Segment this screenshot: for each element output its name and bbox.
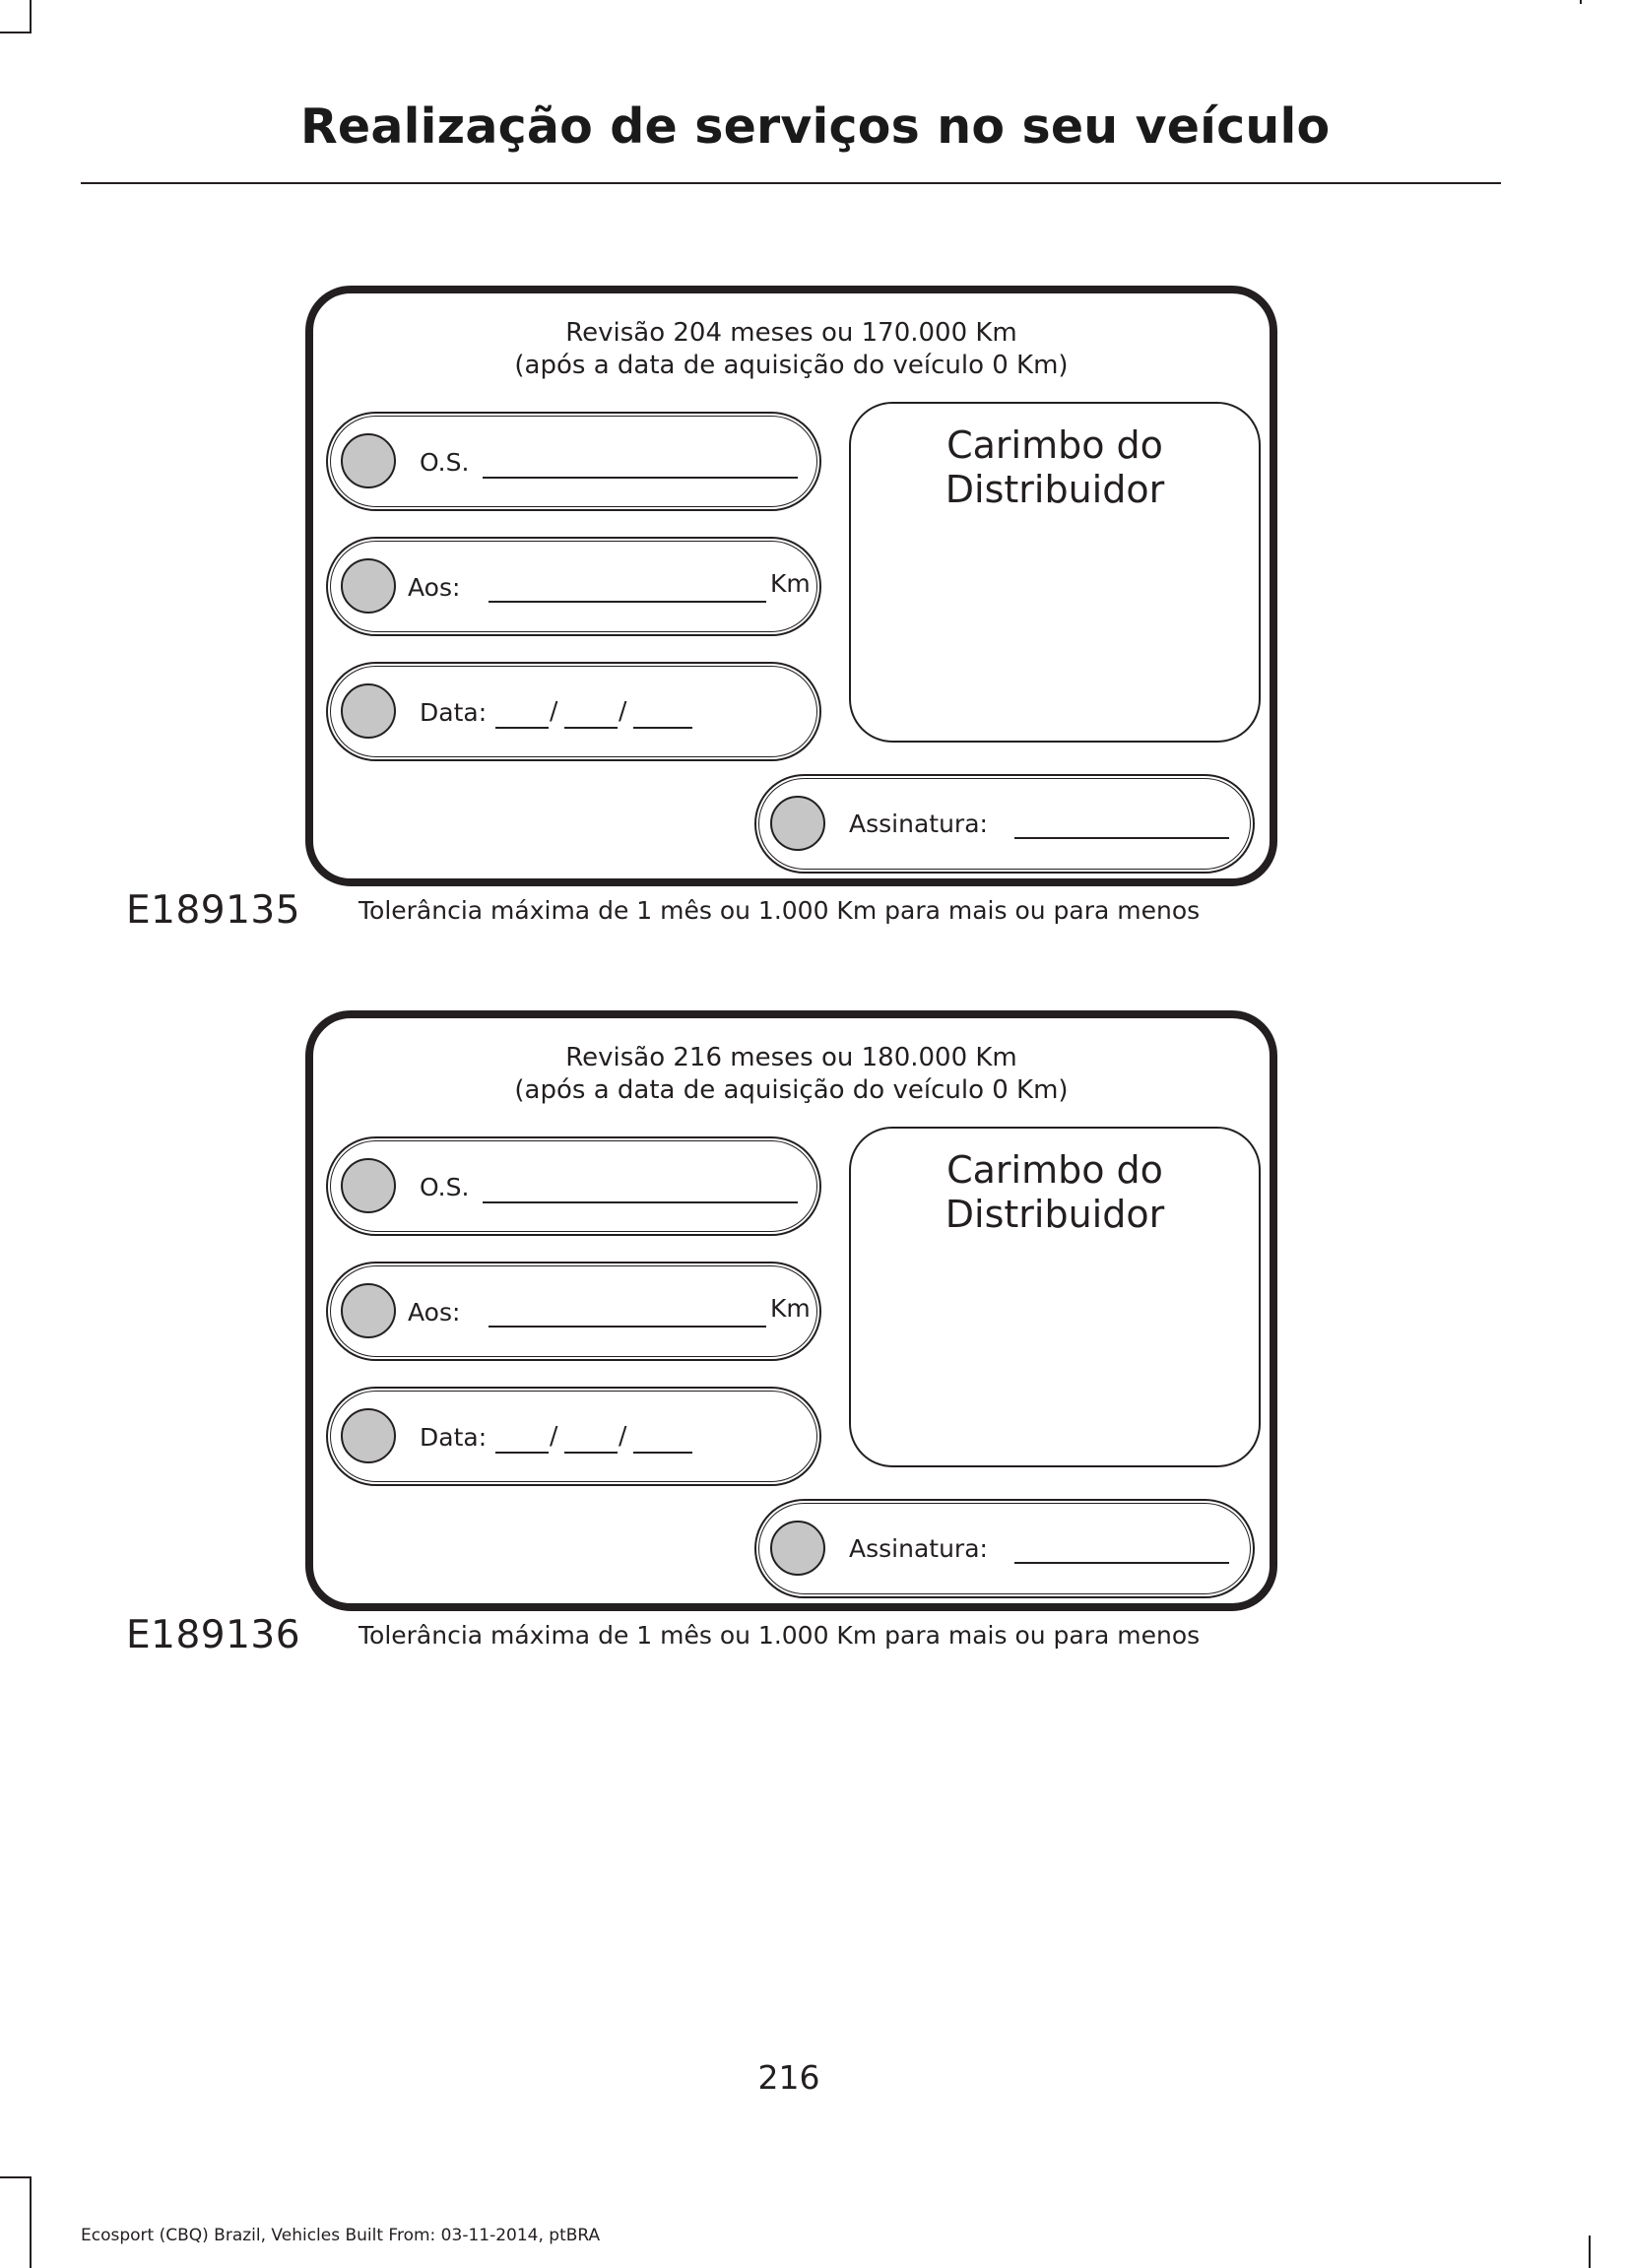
checkbox-circle[interactable] bbox=[341, 683, 396, 739]
revision-title: Revisão 204 meses ou 170.000 Km bbox=[565, 318, 1017, 348]
crop-mark bbox=[30, 2176, 32, 2268]
crop-mark bbox=[1589, 2236, 1591, 2268]
signature-field-box bbox=[754, 1499, 1255, 1598]
dealer-stamp-box bbox=[849, 402, 1261, 743]
date-label: Data: bbox=[420, 1423, 488, 1452]
service-record-card bbox=[305, 286, 1277, 886]
date-field-box bbox=[326, 1387, 821, 1486]
mileage-field-box bbox=[326, 537, 821, 636]
signature-input-line[interactable] bbox=[1014, 1562, 1229, 1564]
footer-text: Ecosport (CBQ) Brazil, Vehicles Built From: 03-11-2014, ptBRA bbox=[81, 2226, 601, 2245]
figure-code: E189136 bbox=[126, 1613, 301, 1657]
tolerance-note: Tolerância máxima de 1 mês ou 1.000 Km para mais ou para menos bbox=[358, 896, 1201, 925]
stamp-title-line2: Distribuidor bbox=[945, 1193, 1165, 1236]
checkbox-circle[interactable] bbox=[770, 1521, 825, 1576]
checkbox-circle[interactable] bbox=[341, 433, 396, 488]
date-separator: / bbox=[619, 1421, 627, 1450]
date-month-line[interactable] bbox=[564, 1452, 618, 1454]
signature-label: Assinatura: bbox=[849, 810, 988, 838]
os-field-box bbox=[326, 1136, 821, 1236]
dealer-stamp-title bbox=[851, 423, 1259, 512]
title-divider bbox=[81, 182, 1501, 184]
mileage-label: Aos: bbox=[408, 1298, 461, 1327]
checkbox-circle[interactable] bbox=[341, 1283, 396, 1338]
checkbox-circle[interactable] bbox=[341, 1408, 396, 1463]
stamp-title-line1: Carimbo do bbox=[946, 1148, 1163, 1192]
checkbox-circle[interactable] bbox=[341, 558, 396, 614]
service-record-card bbox=[305, 1010, 1277, 1611]
dealer-stamp-box bbox=[849, 1127, 1261, 1467]
page-title: Realização de serviços no seu veículo bbox=[300, 98, 1331, 155]
os-field-box bbox=[326, 412, 821, 511]
date-separator: / bbox=[550, 696, 558, 725]
signature-field-box bbox=[754, 774, 1255, 874]
card-heading bbox=[313, 1042, 1270, 1107]
date-separator: / bbox=[619, 696, 627, 725]
signature-label: Assinatura: bbox=[849, 1534, 988, 1563]
checkbox-circle[interactable] bbox=[341, 1158, 396, 1213]
dealer-stamp-title bbox=[851, 1148, 1259, 1237]
page-number: 216 bbox=[757, 2058, 820, 2097]
date-day-line[interactable] bbox=[495, 727, 549, 729]
crop-mark bbox=[0, 32, 32, 33]
tolerance-note: Tolerância máxima de 1 mês ou 1.000 Km para mais ou para menos bbox=[358, 1621, 1201, 1650]
date-label: Data: bbox=[420, 698, 488, 727]
card-heading bbox=[313, 317, 1270, 382]
mileage-input-line[interactable] bbox=[489, 601, 766, 603]
os-label: O.S. bbox=[420, 448, 470, 477]
figure-code: E189135 bbox=[126, 888, 301, 933]
revision-subtitle: (após a data de aquisição do veículo 0 Km) bbox=[514, 351, 1069, 380]
checkbox-circle[interactable] bbox=[770, 796, 825, 851]
date-day-line[interactable] bbox=[495, 1452, 549, 1454]
crop-mark bbox=[30, 0, 32, 32]
os-input-line[interactable] bbox=[483, 1201, 798, 1203]
signature-input-line[interactable] bbox=[1014, 837, 1229, 839]
mileage-input-line[interactable] bbox=[489, 1326, 766, 1328]
revision-subtitle: (após a data de aquisição do veículo 0 Km) bbox=[514, 1075, 1069, 1105]
os-input-line[interactable] bbox=[483, 477, 798, 479]
date-field-box bbox=[326, 662, 821, 761]
stamp-title-line1: Carimbo do bbox=[946, 423, 1163, 467]
mileage-field-box bbox=[326, 1262, 821, 1361]
date-month-line[interactable] bbox=[564, 727, 618, 729]
date-year-line[interactable] bbox=[633, 1452, 692, 1454]
crop-mark bbox=[1580, 0, 1582, 4]
crop-mark bbox=[0, 2176, 32, 2178]
revision-title: Revisão 216 meses ou 180.000 Km bbox=[565, 1043, 1017, 1072]
os-label: O.S. bbox=[420, 1173, 470, 1201]
mileage-label: Aos: bbox=[408, 573, 461, 602]
km-unit: Km bbox=[770, 569, 811, 598]
km-unit: Km bbox=[770, 1294, 811, 1323]
date-separator: / bbox=[550, 1421, 558, 1450]
date-year-line[interactable] bbox=[633, 727, 692, 729]
stamp-title-line2: Distribuidor bbox=[945, 468, 1165, 511]
